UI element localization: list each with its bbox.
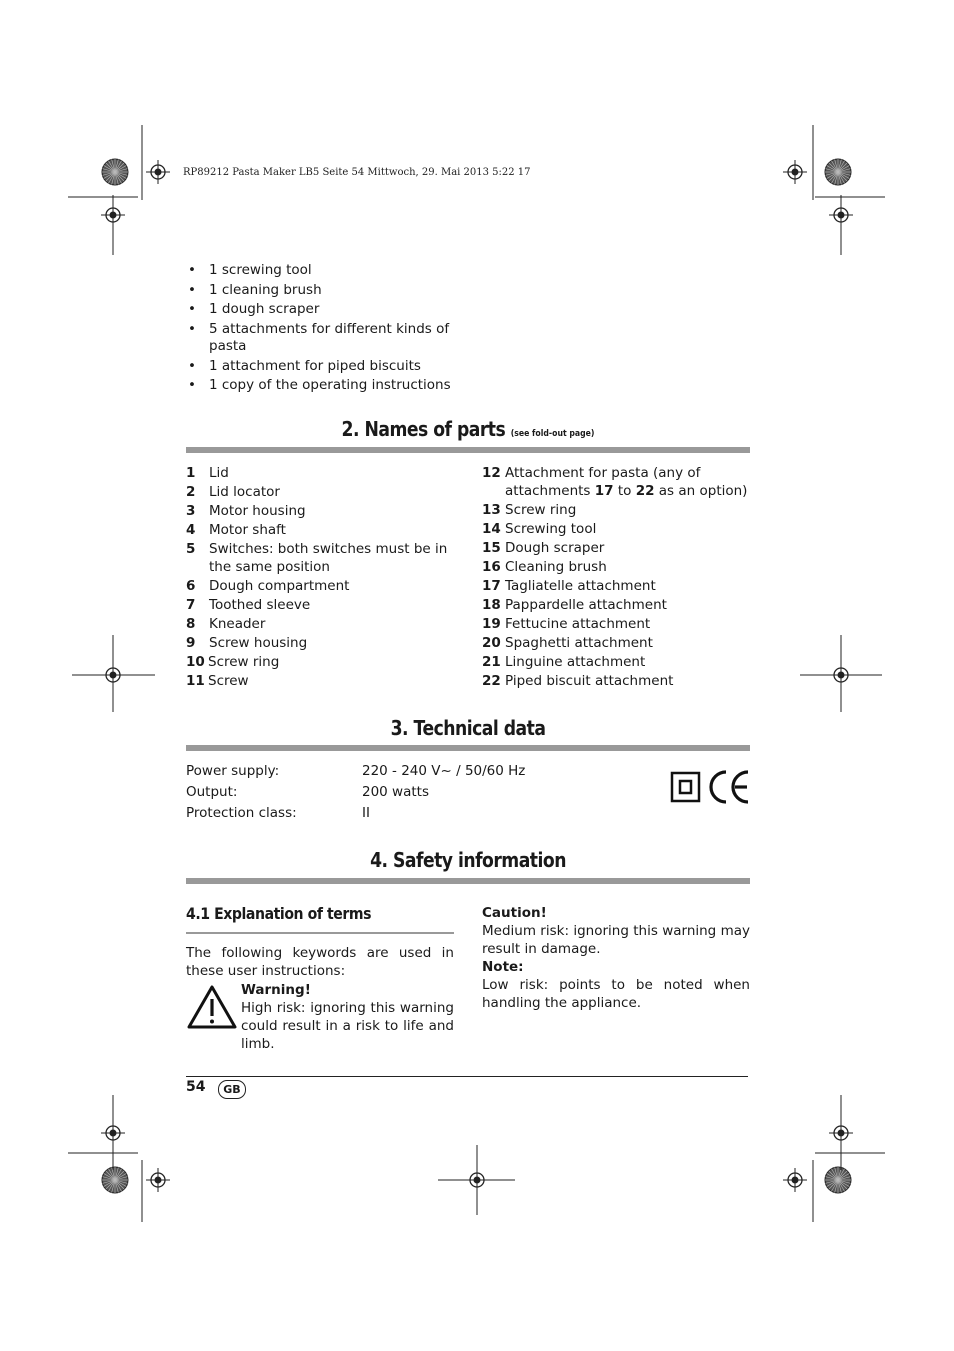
note-label: Note:	[482, 959, 524, 975]
list-item: 21 Linguine attachment	[482, 654, 646, 671]
list-item: 14 Screwing tool	[482, 520, 597, 537]
list-item: 9 Screw housing	[186, 635, 308, 652]
section-title-names-of-parts	[225, 417, 710, 441]
list-item: 15 Dough scraper	[482, 539, 605, 556]
list-item: • 1 attachment for piped biscuits	[186, 358, 456, 376]
list-item: 8 Kneader	[186, 616, 266, 633]
list-item: 19 Fettucine attachment	[482, 616, 651, 633]
color-dial-icon	[825, 159, 851, 185]
section-rule	[186, 745, 750, 751]
list-item: 13 Screw ring	[482, 501, 577, 518]
table-row	[186, 761, 646, 782]
ce-mark-icon	[706, 768, 752, 806]
warning-triangle-icon	[186, 984, 238, 1030]
list-item: • 1 dough scraper	[186, 301, 456, 319]
technical-data-table	[186, 761, 646, 824]
list-item: 20 Spaghetti attachment	[482, 635, 653, 652]
list-item: 4 Motor shaft	[186, 522, 286, 539]
tech-value: 200 watts	[362, 784, 429, 800]
list-item: • 1 screwing tool	[186, 262, 456, 280]
warning-label: Warning!	[241, 982, 311, 998]
table-row	[186, 803, 646, 824]
list-item: 5 Switches: both switches must be in the same position	[186, 541, 448, 575]
print-header: RP89212 Pasta Maker LB5 Seite 54 Mittwoch, 29. Mai 2013 5:22 17	[183, 167, 531, 178]
subsection-title: 4.1 Explanation of terms	[186, 904, 372, 923]
tech-value: II	[362, 805, 370, 821]
list-item: 6 Dough compartment	[186, 577, 350, 594]
color-dial-icon	[102, 1167, 128, 1193]
list-item: 11 Screw	[186, 673, 249, 690]
caution-label: Caution!	[482, 905, 547, 921]
list-item: 1 Lid	[186, 465, 229, 481]
list-item: 10 Screw ring	[186, 654, 280, 671]
parts-list-right	[482, 465, 752, 693]
tech-label: Power supply:	[186, 763, 280, 779]
list-item: 3 Motor housing	[186, 503, 306, 520]
page-number: 54	[186, 1079, 206, 1095]
list-item: 22 Piped biscuit attachment	[482, 673, 674, 690]
section-title-safety: 4. Safety information	[370, 848, 566, 872]
list-item: 18 Pappardelle attachment	[482, 597, 667, 614]
warning-text: High risk: ignoring this warning could result in a risk to life and limb.	[241, 1000, 454, 1052]
contents-list	[186, 262, 456, 397]
section-rule	[186, 878, 750, 884]
section-heading: 2. Names of parts	[341, 417, 506, 441]
list-item: 17 Tagliatelle attachment	[482, 577, 656, 594]
tech-label: Protection class:	[186, 805, 297, 821]
section-title-technical-data: 3. Technical data	[390, 716, 546, 740]
caution-text: Medium risk: ignoring this warning may result in damage.	[482, 923, 750, 957]
table-row	[186, 782, 646, 803]
section-note: (see fold-out page)	[510, 429, 595, 439]
note-text: Low risk: points to be noted when handling the appliance.	[482, 977, 750, 1011]
color-dial-icon	[825, 1167, 851, 1193]
parts-list-left	[186, 465, 456, 693]
caution-note-block	[482, 905, 750, 1012]
color-dial-icon	[102, 159, 128, 185]
list-item: 16 Cleaning brush	[482, 558, 607, 575]
language-badge: GB	[218, 1080, 246, 1099]
list-item: 7 Toothed sleeve	[186, 597, 311, 614]
warning-block	[241, 981, 454, 1053]
list-item: • 1 copy of the operating instructions	[186, 377, 456, 395]
intro-paragraph: The following keywords are used in these user instructions:	[186, 945, 454, 979]
list-item: 2 Lid locator	[186, 484, 280, 501]
list-item: • 5 attachments for different kinds of pasta	[186, 321, 456, 356]
subsection-rule	[186, 932, 454, 934]
tech-value: 220 - 240 V~ / 50/60 Hz	[362, 763, 526, 779]
section-rule	[186, 447, 750, 453]
list-item: • 1 cleaning brush	[186, 282, 456, 300]
tech-label: Output:	[186, 784, 238, 800]
footer-rule	[186, 1076, 748, 1077]
list-item: 12 Attachment for pasta (any of attachments 17 to 22 as an option)	[482, 465, 748, 499]
